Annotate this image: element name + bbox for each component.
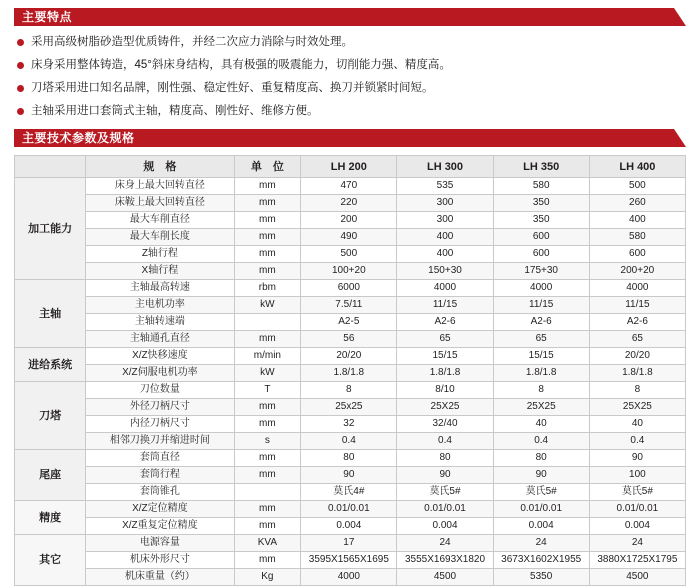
row-value: 0.004	[301, 518, 397, 535]
row-value: 175+30	[493, 263, 589, 280]
spec-table-wrap	[14, 155, 686, 586]
row-item-label: 套筒直径	[86, 450, 234, 467]
row-value: 350	[493, 195, 589, 212]
row-unit: mm	[234, 246, 301, 263]
row-value: 600	[589, 246, 685, 263]
row-value: 400	[397, 229, 493, 246]
row-value: 80	[397, 450, 493, 467]
row-unit: mm	[234, 416, 301, 433]
row-value: 90	[397, 467, 493, 484]
row-item-label: X轴行程	[86, 263, 234, 280]
row-value: 8/10	[397, 382, 493, 399]
row-item-label: 电源容量	[86, 535, 234, 552]
row-group-label: 精度	[15, 501, 86, 535]
specs-section-header: 主要技术参数及规格	[14, 129, 686, 147]
row-value: 莫氏5#	[397, 484, 493, 501]
spec-table-head	[15, 156, 686, 178]
row-item-label: 主轴通孔直径	[86, 331, 234, 348]
col-header-lh350: LH 350	[493, 156, 589, 178]
table-row	[15, 314, 686, 331]
row-unit: Kg	[234, 569, 301, 586]
list-item	[16, 104, 686, 119]
table-row	[15, 552, 686, 569]
row-unit: mm	[234, 450, 301, 467]
row-value: 1.8/1.8	[397, 365, 493, 382]
row-group-label: 加工能力	[15, 178, 86, 280]
row-item-label: 机床外形尺寸	[86, 552, 234, 569]
row-value: 24	[589, 535, 685, 552]
row-value: 300	[397, 195, 493, 212]
row-unit: s	[234, 433, 301, 450]
table-row	[15, 569, 686, 586]
table-row	[15, 416, 686, 433]
row-item-label: 主轴转速端	[86, 314, 234, 331]
row-value: 0.01/0.01	[493, 501, 589, 518]
row-unit: rbm	[234, 280, 301, 297]
row-value: 400	[397, 246, 493, 263]
row-item-label: X/Z伺服电机功率	[86, 365, 234, 382]
row-value: 65	[493, 331, 589, 348]
row-group-label: 主轴	[15, 280, 86, 348]
row-value: 0.01/0.01	[301, 501, 397, 518]
row-value: 15/15	[397, 348, 493, 365]
row-value: 100	[589, 467, 685, 484]
row-unit: mm	[234, 195, 301, 212]
col-header-lh200: LH 200	[301, 156, 397, 178]
row-value: 6000	[301, 280, 397, 297]
row-value: 25X25	[493, 399, 589, 416]
feature-text: 采用高级树脂砂造型优质铸件，并经二次应力消除与时效处理。	[31, 36, 353, 48]
row-value: 0.01/0.01	[397, 501, 493, 518]
row-item-label: 外径刀柄尺寸	[86, 399, 234, 416]
feature-text: 床身采用整体铸造，45°斜床身结构，具有极强的吸震能力，切削能力强、精度高。	[31, 59, 451, 71]
table-row	[15, 518, 686, 535]
row-value: A2-6	[493, 314, 589, 331]
feature-text: 刀塔采用进口知名品牌，刚性强、稳定性好、重复精度高、换刀并锁紧时间短。	[31, 82, 434, 94]
row-unit: mm	[234, 178, 301, 195]
feature-text: 主轴采用进口套筒式主轴，精度高、刚性好、维修方便。	[31, 105, 319, 117]
row-value: 20/20	[589, 348, 685, 365]
row-value: 4500	[397, 569, 493, 586]
row-value: 32/40	[397, 416, 493, 433]
row-value: 80	[301, 450, 397, 467]
row-value: 580	[589, 229, 685, 246]
col-header-item: 规 格	[86, 156, 234, 178]
row-value: 24	[493, 535, 589, 552]
table-row	[15, 433, 686, 450]
table-row	[15, 246, 686, 263]
row-value: 7.5/11	[301, 297, 397, 314]
row-value: 8	[493, 382, 589, 399]
table-row	[15, 484, 686, 501]
row-value: A2-5	[301, 314, 397, 331]
row-value: 1.8/1.8	[493, 365, 589, 382]
table-row	[15, 535, 686, 552]
row-value: 莫氏5#	[493, 484, 589, 501]
row-unit: mm	[234, 263, 301, 280]
row-value: 600	[493, 229, 589, 246]
col-header-group	[15, 156, 86, 178]
row-value: 1.8/1.8	[589, 365, 685, 382]
row-value: 25x25	[301, 399, 397, 416]
row-value: 11/15	[397, 297, 493, 314]
row-value: 4000	[589, 280, 685, 297]
row-value: 400	[589, 212, 685, 229]
row-value: 490	[301, 229, 397, 246]
row-value: 0.004	[397, 518, 493, 535]
row-unit: mm	[234, 467, 301, 484]
row-value: 5350	[493, 569, 589, 586]
row-item-label: 套筒锥孔	[86, 484, 234, 501]
row-value: 20/20	[301, 348, 397, 365]
row-value: 100+20	[301, 263, 397, 280]
row-value: 90	[589, 450, 685, 467]
table-row	[15, 212, 686, 229]
row-value: 80	[493, 450, 589, 467]
row-group-label: 其它	[15, 535, 86, 586]
row-value: 0.01/0.01	[589, 501, 685, 518]
row-value: A2-6	[589, 314, 685, 331]
col-header-unit: 单 位	[234, 156, 301, 178]
table-row	[15, 195, 686, 212]
row-value: 0.4	[301, 433, 397, 450]
row-value: 莫氏4#	[301, 484, 397, 501]
row-unit: KVA	[234, 535, 301, 552]
table-row	[15, 178, 686, 195]
row-value: A2-6	[397, 314, 493, 331]
row-value: 3555X1693X1820	[397, 552, 493, 569]
row-value: 24	[397, 535, 493, 552]
row-item-label: Z轴行程	[86, 246, 234, 263]
row-value: 15/15	[493, 348, 589, 365]
row-value: 90	[493, 467, 589, 484]
row-unit	[234, 314, 301, 331]
list-item	[16, 58, 686, 73]
row-value: 4000	[493, 280, 589, 297]
table-row	[15, 263, 686, 280]
row-value: 莫氏5#	[589, 484, 685, 501]
row-unit: mm	[234, 552, 301, 569]
row-value: 4000	[397, 280, 493, 297]
row-unit: kW	[234, 297, 301, 314]
row-value: 600	[493, 246, 589, 263]
row-value: 90	[301, 467, 397, 484]
row-group-label: 尾座	[15, 450, 86, 501]
table-header-row	[15, 156, 686, 178]
row-value: 4000	[301, 569, 397, 586]
row-value: 200+20	[589, 263, 685, 280]
row-value: 8	[589, 382, 685, 399]
row-item-label: X/Z重复定位精度	[86, 518, 234, 535]
row-item-label: 刀位数量	[86, 382, 234, 399]
row-item-label: 套筒行程	[86, 467, 234, 484]
features-list	[14, 26, 686, 129]
row-value: 25X25	[397, 399, 493, 416]
row-unit: mm	[234, 501, 301, 518]
table-row	[15, 365, 686, 382]
row-item-label: 内径刀柄尺寸	[86, 416, 234, 433]
list-item	[16, 35, 686, 50]
row-unit: kW	[234, 365, 301, 382]
row-unit: mm	[234, 229, 301, 246]
row-value: 4500	[589, 569, 685, 586]
row-value: 300	[397, 212, 493, 229]
table-row	[15, 331, 686, 348]
row-unit: T	[234, 382, 301, 399]
row-item-label: 主电机功率	[86, 297, 234, 314]
table-row	[15, 399, 686, 416]
row-group-label: 刀塔	[15, 382, 86, 450]
row-value: 260	[589, 195, 685, 212]
row-value: 56	[301, 331, 397, 348]
row-item-label: 最大车削直径	[86, 212, 234, 229]
table-row	[15, 229, 686, 246]
col-header-lh400: LH 400	[589, 156, 685, 178]
row-value: 0.004	[493, 518, 589, 535]
row-value: 500	[301, 246, 397, 263]
row-item-label: X/Z快移速度	[86, 348, 234, 365]
row-value: 3673X1602X1955	[493, 552, 589, 569]
bullet-icon	[17, 85, 24, 92]
row-value: 65	[589, 331, 685, 348]
table-row	[15, 297, 686, 314]
spec-table	[14, 155, 686, 586]
bullet-icon	[17, 108, 24, 115]
row-value: 17	[301, 535, 397, 552]
row-item-label: 机床重量（约）	[86, 569, 234, 586]
spec-table-body	[15, 178, 686, 586]
row-value: 11/15	[493, 297, 589, 314]
row-value: 150+30	[397, 263, 493, 280]
row-item-label: 主轴最高转速	[86, 280, 234, 297]
row-group-label: 进给系统	[15, 348, 86, 382]
row-value: 0.4	[397, 433, 493, 450]
row-value: 580	[493, 178, 589, 195]
col-header-lh300: LH 300	[397, 156, 493, 178]
row-value: 0.4	[589, 433, 685, 450]
row-value: 470	[301, 178, 397, 195]
table-row	[15, 450, 686, 467]
row-value: 0.004	[589, 518, 685, 535]
row-unit: mm	[234, 399, 301, 416]
row-unit: m/min	[234, 348, 301, 365]
row-item-label: X/Z定位精度	[86, 501, 234, 518]
bullet-icon	[17, 62, 24, 69]
bullet-icon	[17, 39, 24, 46]
row-value: 500	[589, 178, 685, 195]
row-value: 200	[301, 212, 397, 229]
row-value: 32	[301, 416, 397, 433]
row-unit	[234, 484, 301, 501]
row-value: 3595X1565X1695	[301, 552, 397, 569]
row-item-label: 床身上最大回转直径	[86, 178, 234, 195]
table-row	[15, 280, 686, 297]
row-value: 350	[493, 212, 589, 229]
row-item-label: 相邻刀换刀并缩进时间	[86, 433, 234, 450]
row-item-label: 床鞍上最大回转直径	[86, 195, 234, 212]
row-value: 1.8/1.8	[301, 365, 397, 382]
table-row	[15, 467, 686, 484]
table-row	[15, 382, 686, 399]
row-value: 40	[589, 416, 685, 433]
row-value: 0.4	[493, 433, 589, 450]
row-value: 220	[301, 195, 397, 212]
row-value: 535	[397, 178, 493, 195]
row-value: 3880X1725X1795	[589, 552, 685, 569]
table-row	[15, 501, 686, 518]
row-value: 11/15	[589, 297, 685, 314]
table-row	[15, 348, 686, 365]
row-value: 8	[301, 382, 397, 399]
row-value: 40	[493, 416, 589, 433]
features-section-header: 主要特点	[14, 8, 686, 26]
row-unit: mm	[234, 518, 301, 535]
row-value: 25X25	[589, 399, 685, 416]
row-value: 65	[397, 331, 493, 348]
row-unit: mm	[234, 331, 301, 348]
row-unit: mm	[234, 212, 301, 229]
list-item	[16, 81, 686, 96]
row-item-label: 最大车削长度	[86, 229, 234, 246]
